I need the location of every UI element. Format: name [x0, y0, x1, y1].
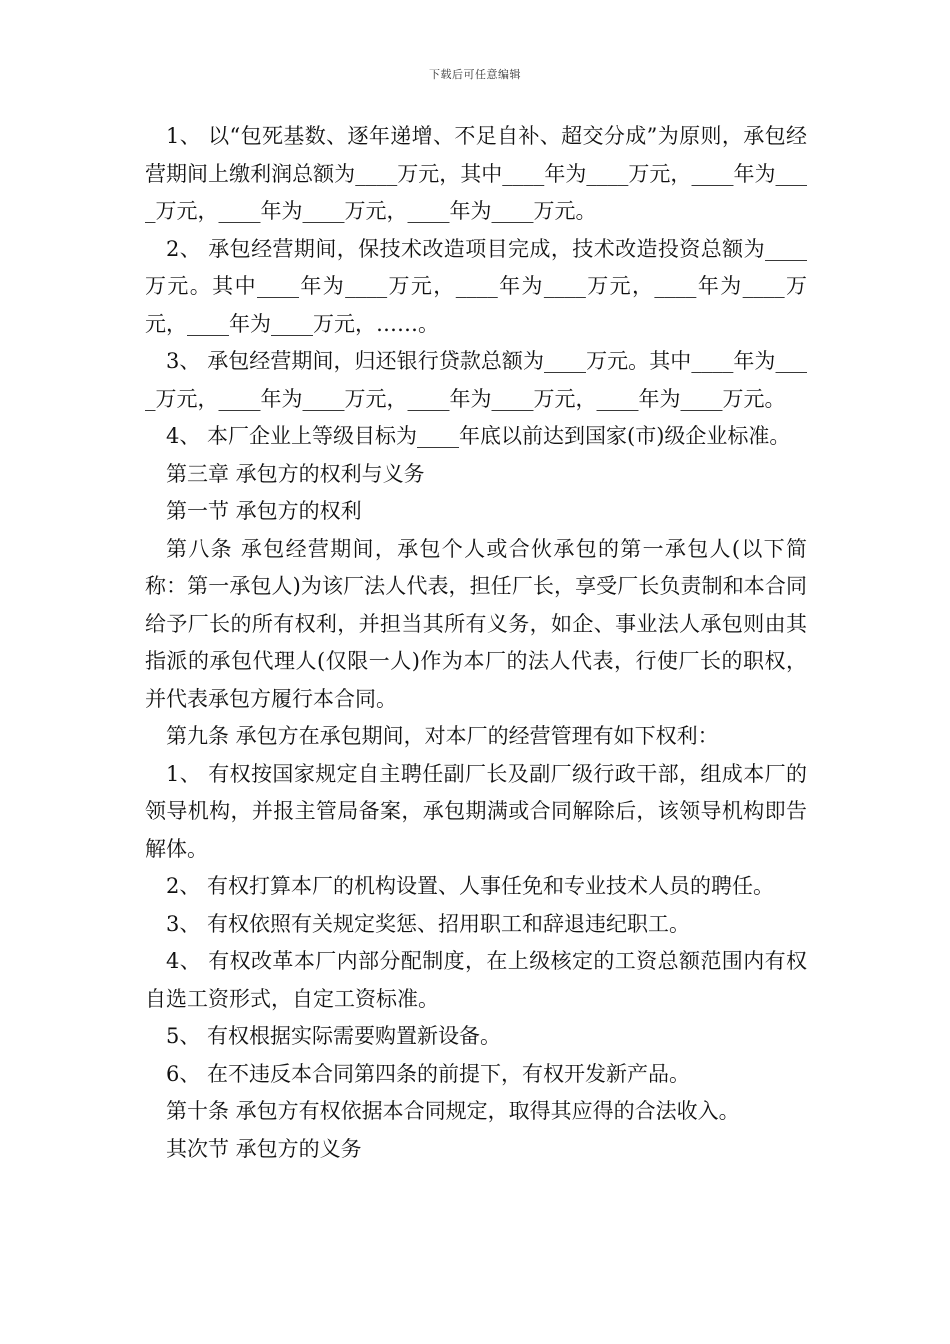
chapter-3-heading: 第三章 承包方的权利与义务 [166, 461, 425, 486]
article-9-item-6: 6、 在不违反本合同第四条的前提下，有权开发新产品。 [166, 1061, 691, 1086]
article-9-item-5: 5、 有权根据实际需要购置新设备。 [166, 1024, 502, 1048]
document-body [145, 118, 807, 1168]
clause-2-tech-investment: 2、 承包经营期间，保技术改造项目完成，技术改造投资总额为____万元。其中____年为____万元，____年为____万元，____年为____万元，____年为____万元，……。 [145, 236, 807, 336]
clause-3-loan-repayment: 3、 承包经营期间，归还银行贷款总额为____万元。其中____年为____万元，____年为____万元，____年为____万元，____年为____万元。 [145, 349, 807, 411]
clause-4-enterprise-grade: 4、 本厂企业上等级目标为____年底以前达到国家(市)级企业标准。 [166, 424, 791, 448]
article-10: 第十条 承包方有权依据本合同规定，取得其应得的合法收入。 [166, 1099, 740, 1123]
article-9-item-3: 3、 有权依照有关规定奖惩、招用职工和辞退违纪职工。 [166, 911, 691, 936]
article-8: 第八条 承包经营期间，承包个人或合伙承包的第一承包人(以下简称：第一承包人)为该厂法人代表，担任厂长，享受厂长负责制和本合同给予厂长的所有权利，并担当其所有义务，如企、事业法人承包则由其指派的承包代理人(仅限一人)作为本厂的法人代表，行使厂长的职权，并代表承包方履行本合同。 [145, 536, 807, 711]
section-2-heading: 其次节 承包方的义务 [166, 1136, 362, 1161]
article-9-item-2: 2、 有权打算本厂的机构设置、人事任免和专业技术人员的聘任。 [166, 874, 775, 898]
section-1-heading: 第一节 承包方的权利 [166, 499, 362, 523]
article-9-item-4: 4、 有权改革本厂内部分配制度，在上级核定的工资总额范围内有权自选工资形式，自定工资标准。 [145, 949, 807, 1011]
page-header-note: 下载后可任意编辑 [429, 68, 521, 81]
article-9: 第九条 承包方在承包期间，对本厂的经营管理有如下权利： [166, 724, 719, 748]
article-9-item-1: 1、 有权按国家规定自主聘任副厂长及副厂级行政干部，组成本厂的领导机构，并报主管局备案，承包期满或合同解除后，该领导机构即告解体。 [145, 761, 807, 861]
clause-1-profit-quota: 1、 以“包死基数、逐年递增、不足自补、超交分成”为原则，承包经营期间上缴利润总额为____万元，其中____年为____万元，____年为____万元，____年为____万元，____年为____万元。 [145, 124, 807, 223]
